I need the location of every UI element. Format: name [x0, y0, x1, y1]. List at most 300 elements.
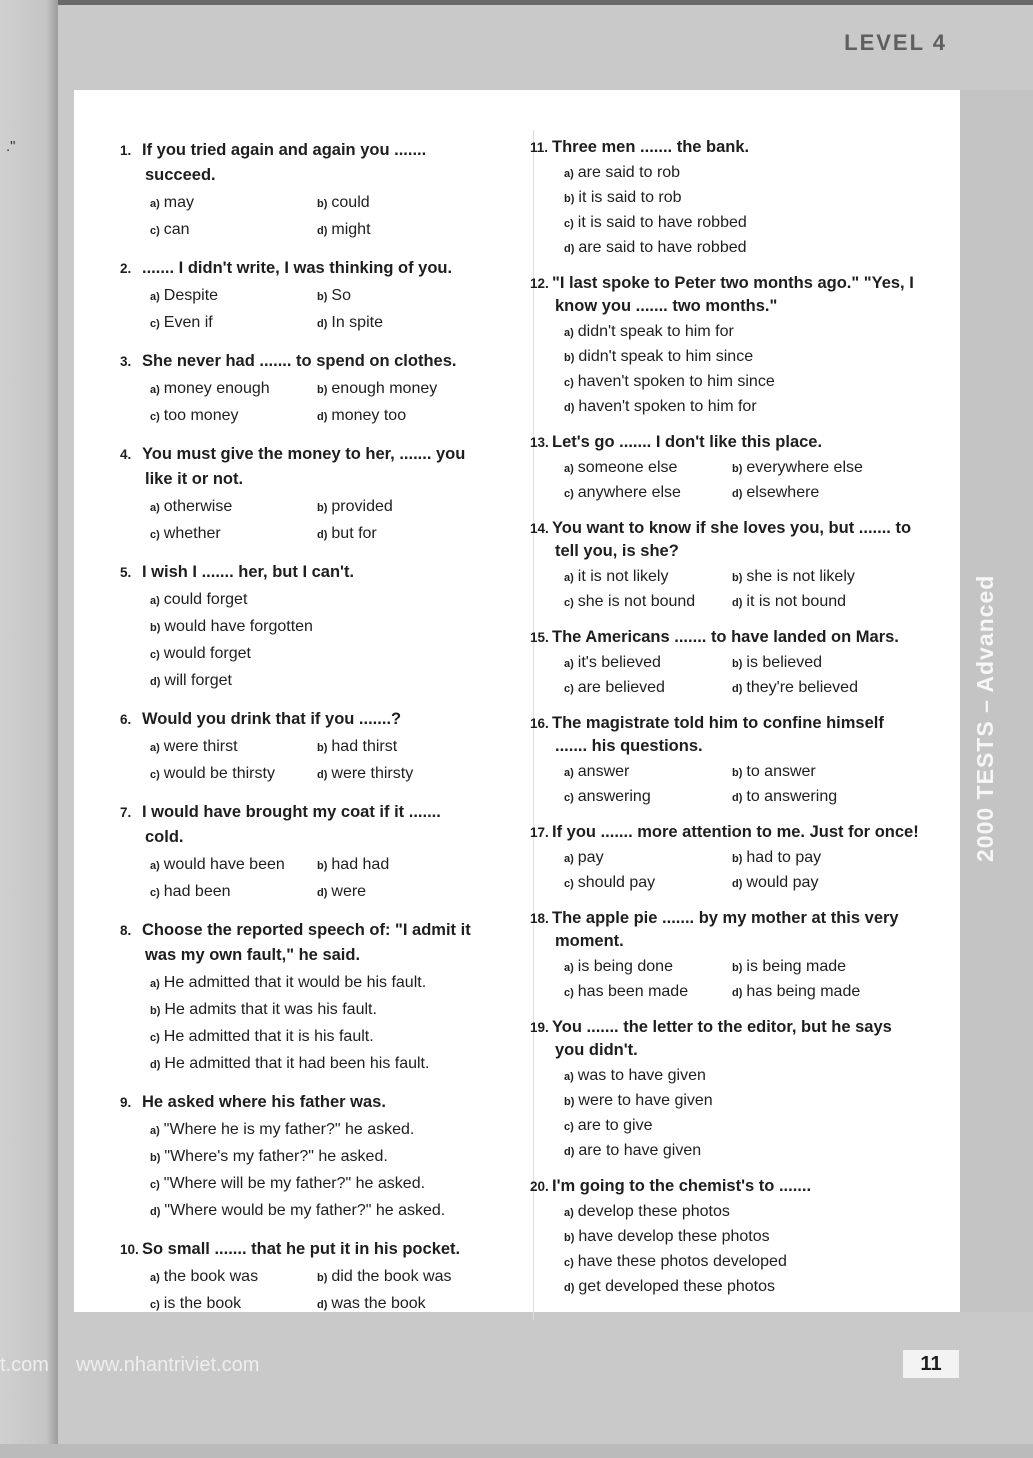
- option-text: elsewhere: [746, 484, 820, 501]
- option-text: but for: [331, 525, 377, 542]
- option-text: answering: [577, 788, 651, 805]
- answer-option: [564, 1275, 920, 1300]
- answer-options: [530, 456, 920, 506]
- option-letter: d): [150, 676, 161, 688]
- option-letter: b): [732, 962, 743, 974]
- option-letter: b): [564, 193, 575, 205]
- question-number: 16.: [530, 716, 549, 731]
- previous-page-edge: [0, 0, 58, 1458]
- option-letter: b): [150, 1005, 161, 1017]
- option-letter: b): [564, 1232, 575, 1244]
- answer-option: [150, 494, 317, 521]
- question-item: [120, 1090, 480, 1225]
- option-letter: b): [317, 291, 328, 303]
- answer-options: [120, 970, 480, 1078]
- question-stem: [530, 626, 920, 649]
- question-text: The Americans ....... to have landed on Mars.: [552, 628, 899, 646]
- answer-option: [150, 1024, 480, 1051]
- option-text: get developed these photos: [578, 1278, 775, 1295]
- option-text: would have forgotten: [164, 618, 313, 635]
- option-letter: c): [150, 411, 160, 423]
- option-letter: b): [564, 1096, 575, 1108]
- question-stem: [530, 821, 920, 844]
- option-text: anywhere else: [577, 484, 681, 501]
- option-text: develop these photos: [577, 1203, 730, 1220]
- question-stem: [530, 1175, 920, 1198]
- option-text: she is not likely: [746, 568, 855, 585]
- question-text: The apple pie ....... by my mother at this very moment.: [552, 909, 899, 950]
- option-letter: b): [564, 352, 575, 364]
- answer-option: [150, 190, 317, 217]
- question-stem: [120, 707, 480, 732]
- answer-options: [120, 852, 480, 906]
- answer-option: [564, 1225, 920, 1250]
- option-letter: a): [564, 962, 574, 974]
- answer-option: [150, 1051, 480, 1078]
- answer-option: [317, 521, 480, 548]
- option-letter: d): [317, 887, 328, 899]
- answer-option: [150, 970, 480, 997]
- option-letter: a): [150, 978, 160, 990]
- option-text: it is said to rob: [578, 189, 682, 206]
- option-text: had to pay: [746, 849, 822, 866]
- option-text: In spite: [331, 314, 383, 331]
- answer-options: [530, 651, 920, 701]
- answer-option: [732, 456, 920, 481]
- option-text: have these photos developed: [577, 1253, 787, 1270]
- question-stem: [530, 517, 920, 563]
- option-text: didn't speak to him for: [577, 323, 734, 340]
- option-letter: b): [732, 658, 743, 670]
- option-letter: d): [732, 597, 743, 609]
- option-letter: c): [150, 1299, 160, 1311]
- option-letter: a): [564, 1207, 574, 1219]
- answer-option: [564, 211, 920, 236]
- question-number: 14.: [530, 521, 549, 536]
- answer-option: [317, 376, 480, 403]
- answer-option: [564, 481, 732, 506]
- answer-option: [150, 1171, 480, 1198]
- question-number: 17.: [530, 825, 549, 840]
- answer-option: [317, 190, 480, 217]
- option-letter: d): [564, 243, 575, 255]
- option-letter: b): [150, 622, 161, 634]
- question-item: [530, 821, 920, 896]
- option-letter: d): [564, 402, 575, 414]
- option-text: to answer: [746, 763, 816, 780]
- answer-options: [120, 494, 480, 548]
- answer-option: [150, 587, 480, 614]
- option-text: were: [331, 883, 367, 900]
- option-text: "Where's my father?" he asked.: [164, 1148, 388, 1165]
- option-letter: c): [564, 377, 574, 389]
- option-letter: d): [317, 1299, 328, 1311]
- answer-option: [732, 590, 920, 615]
- top-rule: [58, 0, 1033, 5]
- option-text: had had: [331, 856, 390, 873]
- answer-option: [564, 320, 920, 345]
- question-number: 10.: [120, 1242, 139, 1257]
- answer-option: [564, 456, 732, 481]
- option-letter: c): [150, 318, 160, 330]
- question-stem: [120, 1237, 480, 1262]
- answer-options: [530, 846, 920, 896]
- option-text: He admitted that it had been his fault.: [164, 1055, 430, 1072]
- answer-option: [564, 785, 732, 810]
- option-letter: a): [564, 327, 574, 339]
- question-stem: [530, 712, 920, 758]
- question-stem: [530, 272, 920, 318]
- option-text: it is not likely: [577, 568, 669, 585]
- option-text: should pay: [577, 874, 656, 891]
- answer-option: [564, 395, 920, 420]
- option-text: was the book: [331, 1295, 426, 1312]
- questions-left-column: [120, 138, 480, 1330]
- option-text: can: [163, 221, 190, 238]
- option-text: it is not bound: [746, 593, 847, 610]
- option-letter: d): [732, 878, 743, 890]
- question-item: [120, 800, 480, 906]
- option-letter: d): [317, 411, 328, 423]
- question-number: 11.: [530, 140, 549, 155]
- answer-option: [150, 403, 317, 430]
- answer-option: [150, 852, 317, 879]
- answer-option: [732, 871, 920, 896]
- question-number: 4.: [120, 447, 132, 462]
- option-text: money too: [331, 407, 407, 424]
- option-text: otherwise: [163, 498, 233, 515]
- question-number: 2.: [120, 261, 132, 276]
- question-item: [120, 560, 480, 695]
- answer-option: [732, 955, 920, 980]
- option-text: to answering: [746, 788, 838, 805]
- option-letter: d): [564, 1146, 575, 1158]
- option-text: are believed: [577, 679, 665, 696]
- answer-option: [317, 879, 480, 906]
- question-text: You want to know if she loves you, but ....... to tell you, is she?: [552, 519, 912, 560]
- answer-option: [564, 565, 732, 590]
- option-text: haven't spoken to him since: [577, 373, 775, 390]
- answer-options: [530, 1064, 920, 1164]
- option-letter: b): [732, 463, 743, 475]
- option-text: money enough: [163, 380, 270, 397]
- answer-options: [530, 955, 920, 1005]
- option-letter: c): [564, 987, 574, 999]
- option-text: He admitted that it is his fault.: [163, 1028, 374, 1045]
- answer-option: [732, 846, 920, 871]
- question-item: [120, 1237, 480, 1318]
- option-text: would have been: [163, 856, 285, 873]
- option-letter: c): [564, 792, 574, 804]
- answer-option: [564, 1200, 920, 1225]
- option-letter: a): [150, 860, 160, 872]
- question-stem: [120, 800, 480, 850]
- question-number: 3.: [120, 354, 132, 369]
- answer-option: [150, 1291, 317, 1318]
- answer-options: [120, 283, 480, 337]
- option-text: are said to have robbed: [578, 239, 747, 256]
- option-letter: b): [317, 742, 328, 754]
- option-text: were thirst: [163, 738, 238, 755]
- question-stem: [120, 560, 480, 585]
- answer-option: [317, 217, 480, 244]
- option-text: has been made: [577, 983, 689, 1000]
- option-text: would be thirsty: [163, 765, 275, 782]
- option-letter: c): [564, 683, 574, 695]
- answer-option: [150, 734, 317, 761]
- option-letter: d): [150, 1059, 161, 1071]
- question-number: 15.: [530, 630, 549, 645]
- answer-option: [317, 761, 480, 788]
- option-text: pay: [577, 849, 604, 866]
- option-letter: b): [317, 860, 328, 872]
- question-text: I would have brought my coat if it ....... cold.: [142, 803, 441, 846]
- option-text: was to have given: [577, 1067, 706, 1084]
- option-letter: b): [732, 572, 743, 584]
- option-text: will forget: [164, 672, 232, 689]
- answer-option: [564, 871, 732, 896]
- option-letter: b): [732, 853, 743, 865]
- option-letter: c): [150, 649, 160, 661]
- option-text: are said to rob: [577, 164, 681, 181]
- answer-option: [150, 641, 480, 668]
- option-text: Even if: [163, 314, 213, 331]
- option-text: the book was: [163, 1268, 259, 1285]
- option-text: were to have given: [578, 1092, 713, 1109]
- answer-option: [150, 1198, 480, 1225]
- question-text: Choose the reported speech of: "I admit it was my own fault," he said.: [142, 921, 471, 964]
- option-letter: d): [317, 769, 328, 781]
- option-text: He admitted that it would be his fault.: [163, 974, 427, 991]
- question-stem: [530, 1016, 920, 1062]
- question-item: [120, 349, 480, 430]
- question-number: 12.: [530, 276, 549, 291]
- answer-options: [530, 565, 920, 615]
- question-number: 1.: [120, 143, 132, 158]
- question-stem: [120, 256, 480, 281]
- answer-option: [732, 481, 920, 506]
- option-letter: a): [150, 1125, 160, 1137]
- option-letter: d): [150, 1206, 161, 1218]
- question-item: [530, 626, 920, 701]
- question-text: So small ....... that he put it in his pocket.: [142, 1240, 461, 1258]
- option-text: have develop these photos: [578, 1228, 770, 1245]
- option-text: are to give: [577, 1117, 653, 1134]
- question-number: 20.: [530, 1179, 549, 1194]
- option-letter: a): [150, 198, 160, 210]
- answer-option: [732, 785, 920, 810]
- answer-options: [120, 734, 480, 788]
- answer-option: [732, 760, 920, 785]
- option-text: would pay: [746, 874, 819, 891]
- option-letter: a): [150, 502, 160, 514]
- option-letter: d): [317, 318, 328, 330]
- option-letter: b): [317, 198, 328, 210]
- questions-right-column: [530, 136, 920, 1311]
- answer-option: [150, 879, 317, 906]
- option-letter: a): [150, 384, 160, 396]
- option-letter: a): [150, 1272, 160, 1284]
- option-text: are to have given: [578, 1142, 702, 1159]
- question-stem: [530, 136, 920, 159]
- question-text: The magistrate told him to confine himself ....... his questions.: [552, 714, 884, 755]
- option-text: is being done: [577, 958, 673, 975]
- question-stem: [530, 431, 920, 454]
- question-number: 7.: [120, 805, 132, 820]
- option-letter: c): [150, 887, 160, 899]
- question-text: Three men ....... the bank.: [552, 138, 750, 156]
- option-text: "Where he is my father?" he asked.: [163, 1121, 415, 1138]
- question-item: [530, 136, 920, 261]
- answer-options: [530, 1200, 920, 1300]
- option-text: it is said to have robbed: [577, 214, 747, 231]
- option-letter: b): [317, 502, 328, 514]
- option-text: "Where would be my father?" he asked.: [164, 1202, 446, 1219]
- answer-option: [732, 676, 920, 701]
- answer-options: [530, 320, 920, 420]
- question-item: [530, 907, 920, 1005]
- option-text: could: [331, 194, 370, 211]
- question-item: [120, 707, 480, 788]
- answer-option: [564, 1114, 920, 1139]
- option-text: So: [331, 287, 351, 304]
- option-letter: b): [317, 384, 328, 396]
- option-letter: a): [564, 767, 574, 779]
- question-item: [120, 442, 480, 548]
- answer-option: [317, 1264, 480, 1291]
- option-text: haven't spoken to him for: [578, 398, 757, 415]
- question-stem: [530, 907, 920, 953]
- question-number: 18.: [530, 911, 549, 926]
- answer-option: [732, 980, 920, 1005]
- question-item: [120, 138, 480, 244]
- option-text: everywhere else: [746, 459, 863, 476]
- question-text: If you ....... more attention to me. Just for once!: [552, 823, 919, 841]
- option-letter: c): [150, 769, 160, 781]
- page-number: 11: [903, 1350, 959, 1378]
- option-text: has being made: [746, 983, 861, 1000]
- option-letter: b): [732, 767, 743, 779]
- option-letter: d): [732, 792, 743, 804]
- question-text: You must give the money to her, ....... you like it or not.: [142, 445, 466, 488]
- option-letter: d): [317, 529, 328, 541]
- answer-option: [150, 997, 480, 1024]
- option-text: is being made: [746, 958, 847, 975]
- question-item: [530, 1016, 920, 1164]
- option-letter: a): [564, 463, 574, 475]
- option-letter: a): [564, 853, 574, 865]
- level-heading: LEVEL 4: [844, 30, 947, 55]
- question-text: If you tried again and again you ....... succeed.: [142, 141, 427, 184]
- answer-options: [120, 1264, 480, 1318]
- option-letter: a): [150, 595, 160, 607]
- question-text: She never had ....... to spend on clothes.: [142, 352, 457, 370]
- answer-option: [564, 980, 732, 1005]
- answer-option: [317, 494, 480, 521]
- answer-option: [564, 1089, 920, 1114]
- answer-options: [120, 190, 480, 244]
- option-letter: c): [150, 225, 160, 237]
- answer-options: [120, 587, 480, 695]
- answer-option: [317, 310, 480, 337]
- option-letter: a): [150, 291, 160, 303]
- answer-option: [732, 651, 920, 676]
- answer-option: [150, 614, 480, 641]
- question-number: 19.: [530, 1020, 549, 1035]
- answer-options: [530, 760, 920, 810]
- answer-option: [564, 1139, 920, 1164]
- option-text: may: [163, 194, 195, 211]
- answer-option: [150, 310, 317, 337]
- answer-option: [150, 1117, 480, 1144]
- option-letter: d): [732, 488, 743, 500]
- question-text: He asked where his father was.: [142, 1093, 386, 1111]
- question-item: [530, 272, 920, 420]
- question-text: "I last spoke to Peter two months ago." "Yes, I know you ....... two months.": [552, 274, 914, 315]
- option-text: she is not bound: [577, 593, 696, 610]
- margin-url-fragment: t.com: [0, 1354, 49, 1376]
- option-letter: d): [732, 987, 743, 999]
- question-stem: [120, 918, 480, 968]
- option-letter: c): [564, 597, 574, 609]
- option-text: "Where will be my father?" he asked.: [163, 1175, 426, 1192]
- option-text: provided: [331, 498, 393, 515]
- answer-option: [317, 283, 480, 310]
- option-letter: c): [150, 1179, 160, 1191]
- answer-option: [564, 760, 732, 785]
- answer-option: [564, 236, 920, 261]
- answer-option: [317, 1291, 480, 1318]
- answer-option: [564, 1250, 920, 1275]
- bottom-edge: [0, 1444, 1033, 1458]
- option-letter: a): [564, 658, 574, 670]
- option-text: might: [331, 221, 371, 238]
- option-letter: d): [564, 1282, 575, 1294]
- question-text: Would you drink that if you .......?: [142, 710, 402, 728]
- option-letter: a): [564, 168, 574, 180]
- answer-option: [732, 565, 920, 590]
- answer-option: [150, 761, 317, 788]
- question-stem: [120, 349, 480, 374]
- option-letter: d): [317, 225, 328, 237]
- answer-option: [564, 370, 920, 395]
- question-number: 5.: [120, 565, 132, 580]
- option-letter: c): [564, 1257, 574, 1269]
- option-text: answer: [577, 763, 630, 780]
- answer-option: [317, 734, 480, 761]
- question-stem: [120, 1090, 480, 1115]
- option-letter: d): [732, 683, 743, 695]
- option-text: is believed: [746, 654, 822, 671]
- option-letter: a): [150, 742, 160, 754]
- option-text: did the book was: [331, 1268, 452, 1285]
- answer-option: [317, 403, 480, 430]
- side-title: 2000 TESTS – Advanced: [972, 574, 998, 862]
- option-text: whether: [163, 525, 221, 542]
- option-text: could forget: [163, 591, 248, 608]
- option-letter: c): [564, 1121, 574, 1133]
- option-text: He admits that it was his fault.: [164, 1001, 377, 1018]
- option-letter: b): [150, 1152, 161, 1164]
- question-stem: [120, 442, 480, 492]
- answer-option: [564, 186, 920, 211]
- option-letter: c): [564, 218, 574, 230]
- answer-option: [564, 345, 920, 370]
- option-letter: c): [564, 488, 574, 500]
- question-item: [120, 918, 480, 1078]
- question-number: 8.: [120, 923, 132, 938]
- question-item: [530, 1175, 920, 1300]
